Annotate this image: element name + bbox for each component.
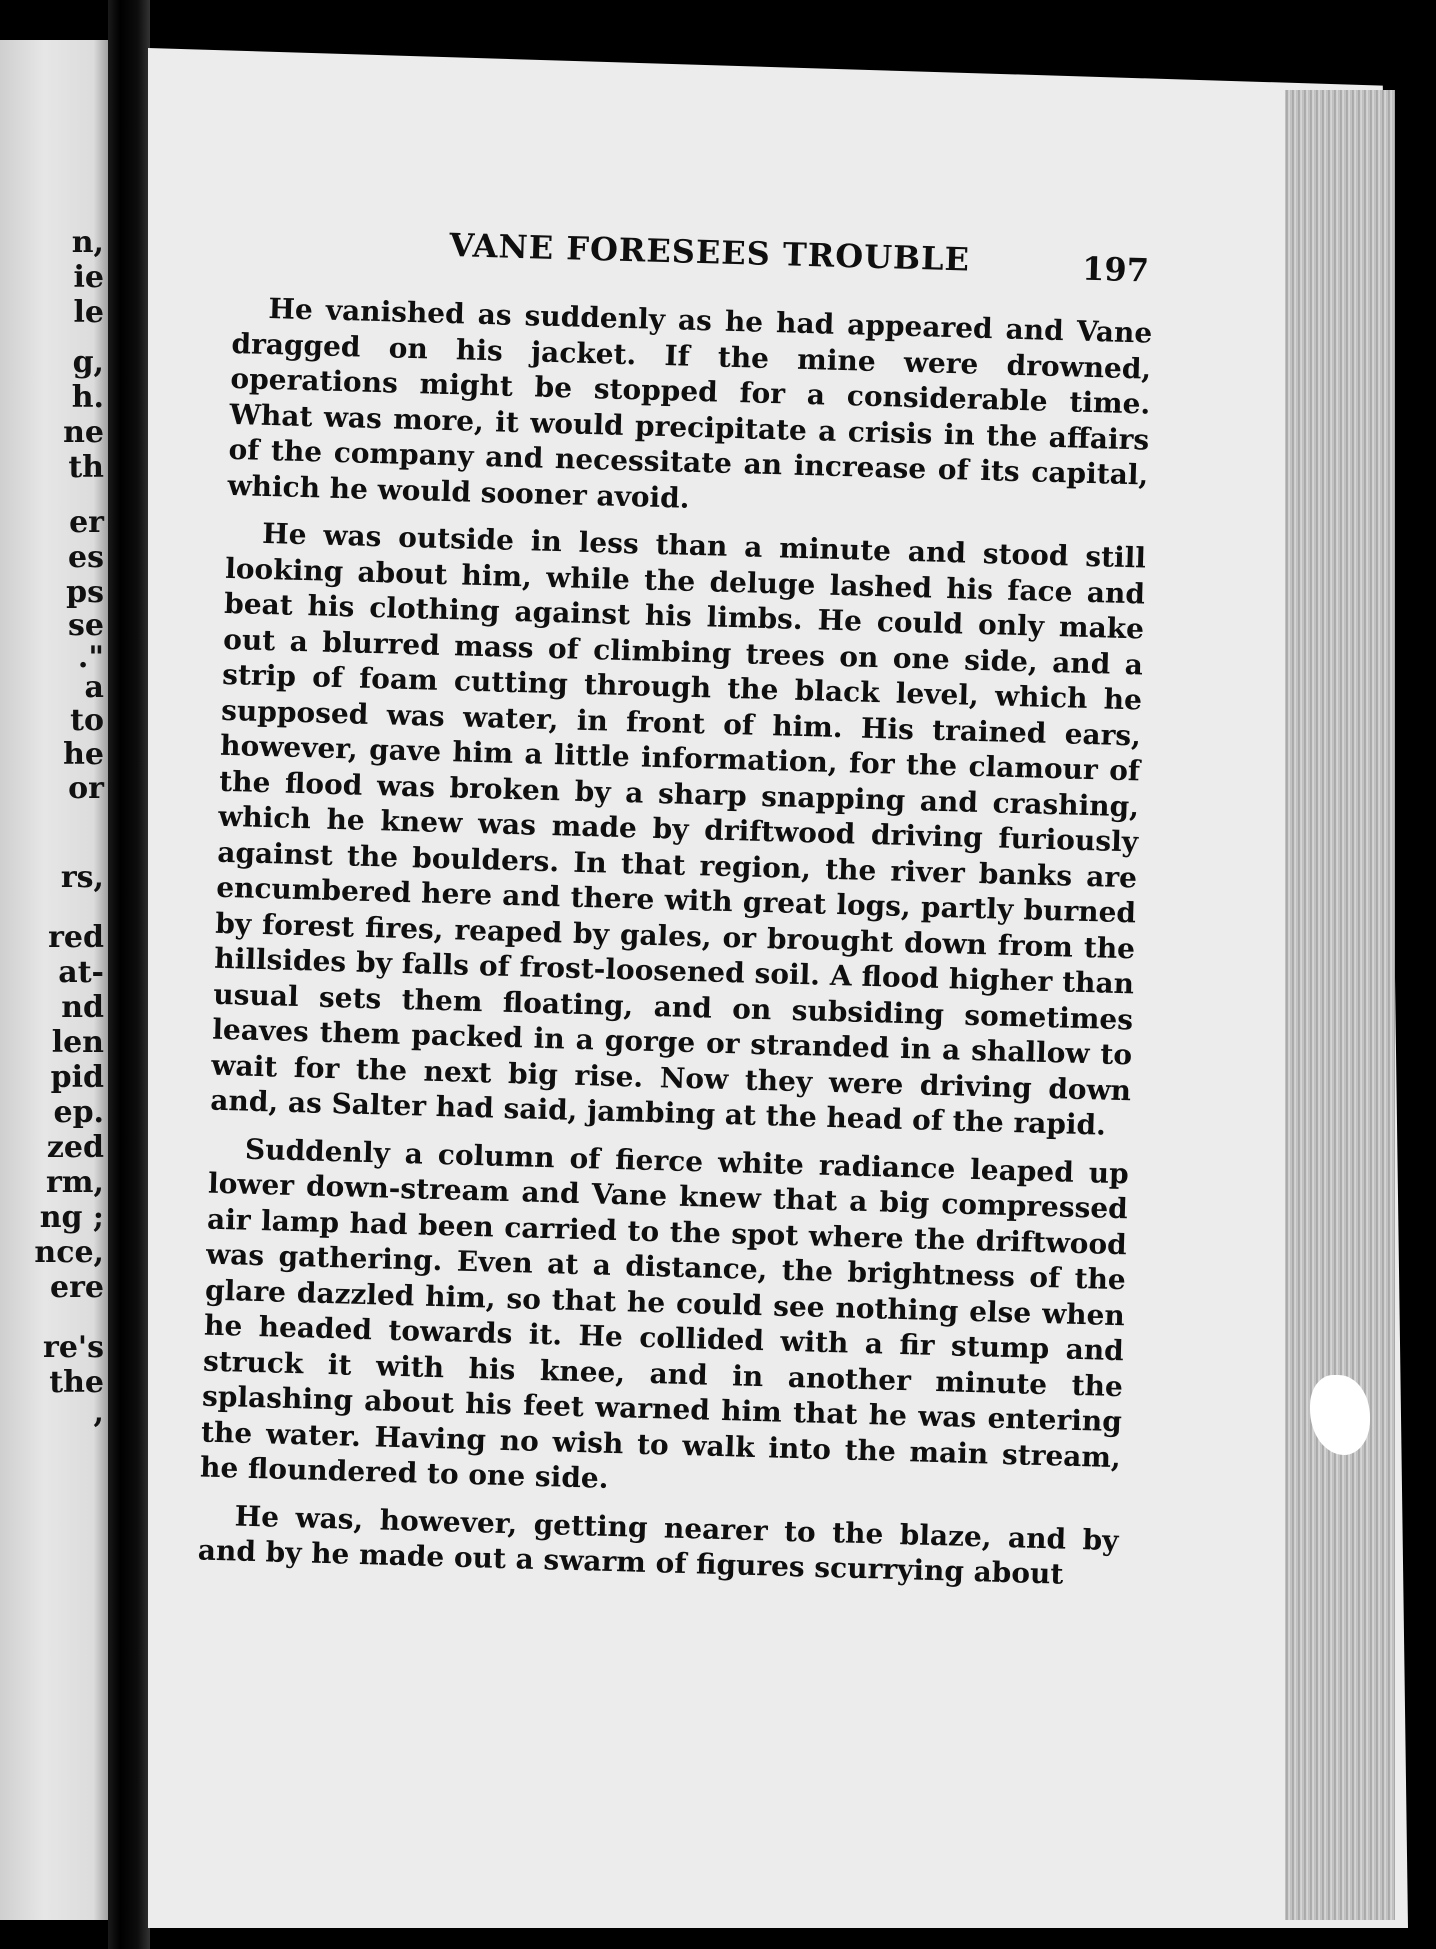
left-fragment: ." <box>77 640 104 675</box>
running-head-title: VANE FORESEES TROUBLE <box>448 226 971 279</box>
book-gutter <box>108 0 150 1949</box>
left-fragment: len <box>51 1025 104 1060</box>
left-fragment: er <box>69 505 104 540</box>
left-fragment: le <box>73 295 104 330</box>
page-text-block <box>197 220 1155 1606</box>
left-facing-page <box>0 40 110 1920</box>
left-fragment: nd <box>61 990 104 1025</box>
left-fragment: re's <box>43 1330 104 1365</box>
left-fragment: nce, <box>34 1235 104 1270</box>
left-fragment: ng ; <box>39 1200 104 1235</box>
page-number: 197 <box>1081 249 1150 290</box>
left-fragment: ep. <box>53 1095 104 1130</box>
paragraph: He vanished as suddenly as he had appeared and Vane dragged on his jacket. If the mine were drowned, operations might be stopped for a considerable time. What was more, it would precipitate a crisis in the affairs of the company and necessitate an increase of its capital, which he would sooner avoid. <box>227 291 1153 515</box>
left-fragment: rs, <box>60 860 104 895</box>
left-fragment: to <box>70 703 104 738</box>
body-text <box>197 290 1152 1594</box>
left-fragment: ie <box>73 260 104 295</box>
page-edge-stack <box>1285 90 1395 1920</box>
left-fragment: th <box>68 450 104 485</box>
paragraph: He was, however, getting nearer to the blaze, and by and by he made out a swarm of figures scurrying about <box>197 1499 1119 1591</box>
left-fragment: pid <box>50 1060 104 1095</box>
left-fragment: ps <box>66 575 104 610</box>
left-fragment: h. <box>71 380 104 415</box>
left-fragment: ere <box>50 1270 104 1305</box>
left-fragment: es <box>68 540 104 575</box>
paragraph: Suddenly a column of fierce white radiance leaped up lower down-stream and Vane knew that a big compressed air lamp had been carried to the spot where the driftwood was gathering. Even at a distance, the brightness of the glare dazzled him, so that he could see nothing else when he headed towards it. He collided with a fir stump and struck it with his knee, and in another minute the splashing about his feet warned him that he was entering the water. Having no wish to walk into the main stream, he floundered to one side. <box>199 1132 1130 1495</box>
left-fragment: red <box>48 920 104 955</box>
left-fragment: g, <box>72 345 104 380</box>
paragraph: He was outside in less than a minute and stood still looking about him, while the deluge lashed his face and beat his clothing against his limbs. He could only make out a blurred mass of climbing trees on one side, and a strip of foam cutting through the black level, which he supposed was water, in front of him. His trained ears, however, gave him a little information, for the clamour of the flood was broken by a sharp snapping and crashing, which he knew was made by driftwood driving furiously against the boulders. In that region, the river banks are encumbered here and there with great logs, partly burned by forest fires, reaped by gales, or brought down from the hillsides by falls of frost-loosened soil. A flood higher than usual sets them floating, and on subsiding sometimes leaves them packed in a gorge or stranded in a shallow to wait for the next big rise. Now they were driving down and, as Salter had said, jambing at the head of the rapid. <box>209 516 1147 1142</box>
left-fragment: zed <box>46 1130 104 1165</box>
left-fragment: n, <box>71 225 104 260</box>
left-fragment: ne <box>63 415 104 450</box>
left-fragment: at- <box>58 955 104 990</box>
left-fragment: the <box>49 1365 104 1400</box>
left-fragment: a <box>84 670 104 705</box>
left-fragment: or <box>68 771 104 806</box>
left-fragment: he <box>63 737 104 772</box>
left-fragment: rm, <box>46 1165 104 1200</box>
left-fragment: se <box>68 608 104 643</box>
left-fragment: , <box>93 1395 104 1430</box>
